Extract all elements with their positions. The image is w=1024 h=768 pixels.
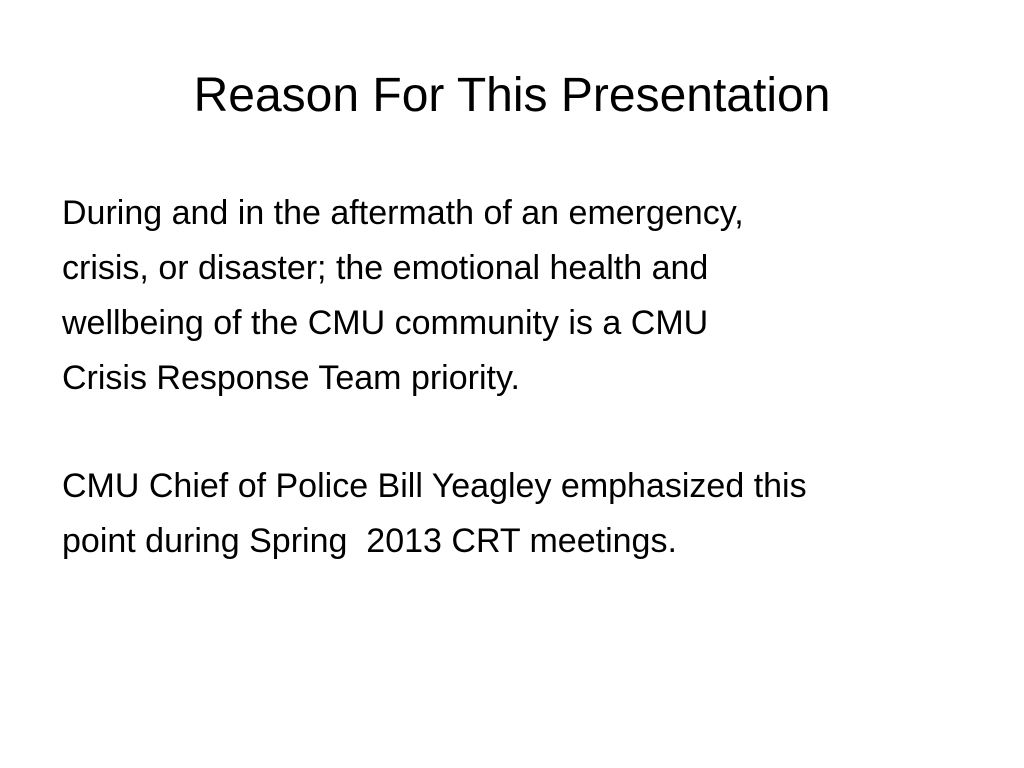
paragraph-line: wellbeing of the CMU community is a CMU (62, 304, 709, 342)
slide-body (62, 186, 982, 569)
paragraph-line: During and in the aftermath of an emergency, (62, 194, 744, 232)
body-paragraph-1 (62, 186, 982, 406)
paragraph-line: crisis, or disaster; the emotional health and (62, 249, 709, 287)
body-paragraph-2 (62, 459, 982, 569)
paragraph-line: Crisis Response Team priority. (62, 359, 520, 397)
slide-title: Reason For This Presentation (193, 69, 831, 122)
paragraph-line: CMU Chief of Police Bill Yeagley emphasized this (62, 467, 807, 505)
paragraph-line: point during Spring 2013 CRT meetings. (62, 522, 677, 560)
